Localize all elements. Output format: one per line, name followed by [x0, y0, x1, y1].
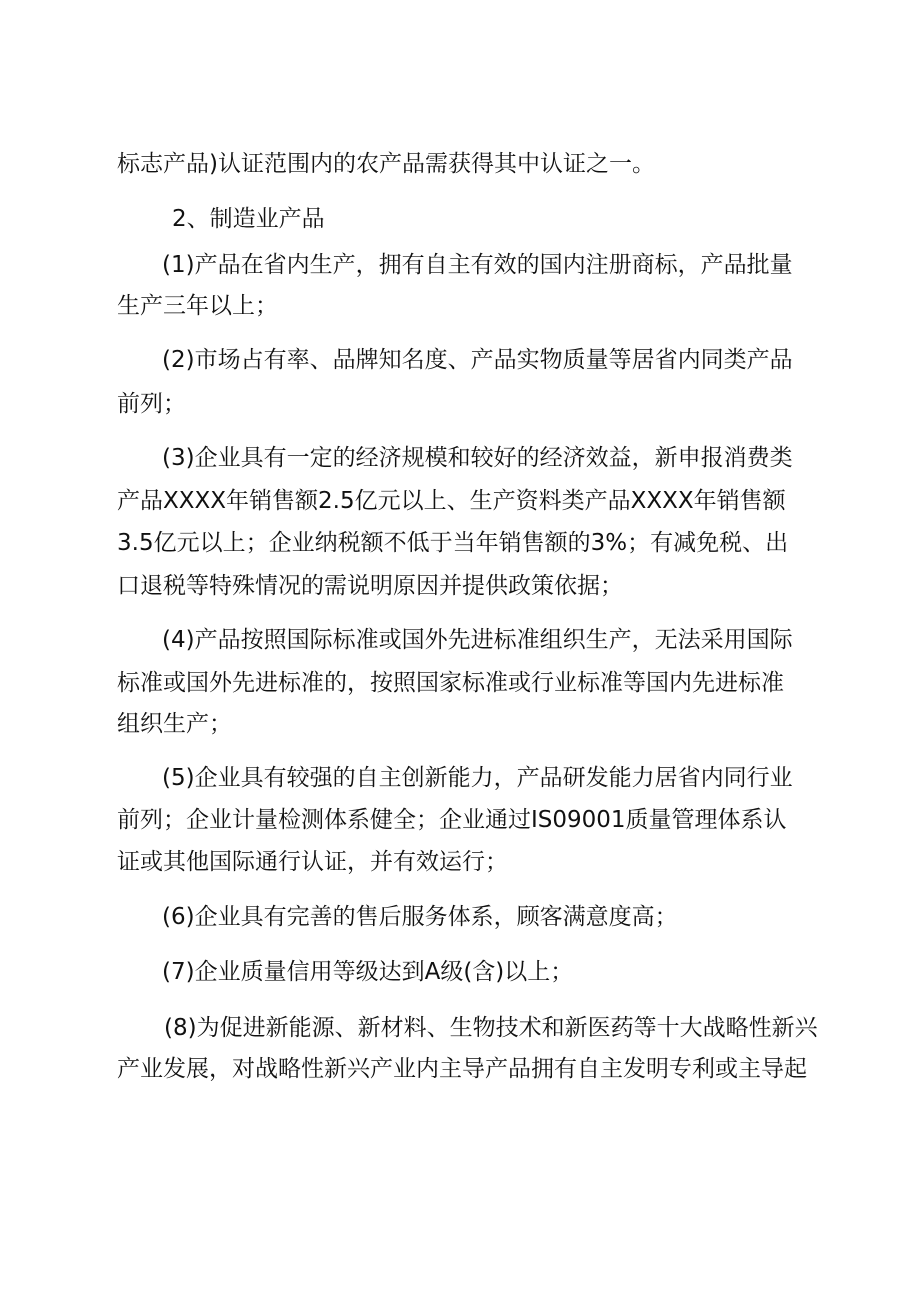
text-line: (3)企业具有一定的经济规模和较好的经济效益，新申报消费类 [162, 445, 793, 471]
text-line: 产业发展，对战略性新兴产业内主导产品拥有自主发明专利或主导起 [117, 1056, 807, 1082]
text-line: (7)企业质量信用等级达到A级(含)以上； [162, 959, 574, 985]
text-line: 组织生产； [117, 711, 232, 737]
section-heading: 2、制造业产品 [172, 206, 325, 232]
text-line: 前列；企业计量检测体系健全；企业通过IS09001质量管理体系认 [117, 807, 787, 833]
text-line: 产品XXXX年销售额2.5亿元以上、生产资料类产品XXXX年销售额 [117, 488, 786, 514]
text-line: (8)为促进新能源、新材料、生物技术和新医药等十大战略性新兴 [164, 1015, 818, 1041]
text-line: 证或其他国际通行认证，并有效运行； [117, 849, 508, 875]
text-line: (5)企业具有较强的自主创新能力，产品研发能力居省内同行业 [162, 765, 793, 791]
text-line: 3.5亿元以上；企业纳税额不低于当年销售额的3%；有减免税、出 [117, 530, 789, 556]
text-line: 生产三年以上； [117, 293, 278, 319]
text-line: (1)产品在省内生产，拥有自主有效的国内注册商标，产品批量 [162, 252, 793, 278]
text-line: 标准或国外先进标准的，按照国家标准或行业标准等国内先进标准 [117, 670, 784, 696]
text-line: (4)产品按照国际标准或国外先进标准组织生产，无法采用国际 [162, 627, 793, 653]
text-line: 标志产品)认证范围内的农产品需获得其中认证之一。 [117, 151, 655, 177]
text-line: (2)市场占有率、品牌知名度、产品实物质量等居省内同类产品 [162, 347, 793, 373]
text-line: 前列； [117, 391, 186, 417]
text-line: (6)企业具有完善的售后服务体系，顾客满意度高； [162, 904, 678, 930]
text-line: 口退税等特殊情况的需说明原因并提供政策依据； [117, 573, 623, 599]
